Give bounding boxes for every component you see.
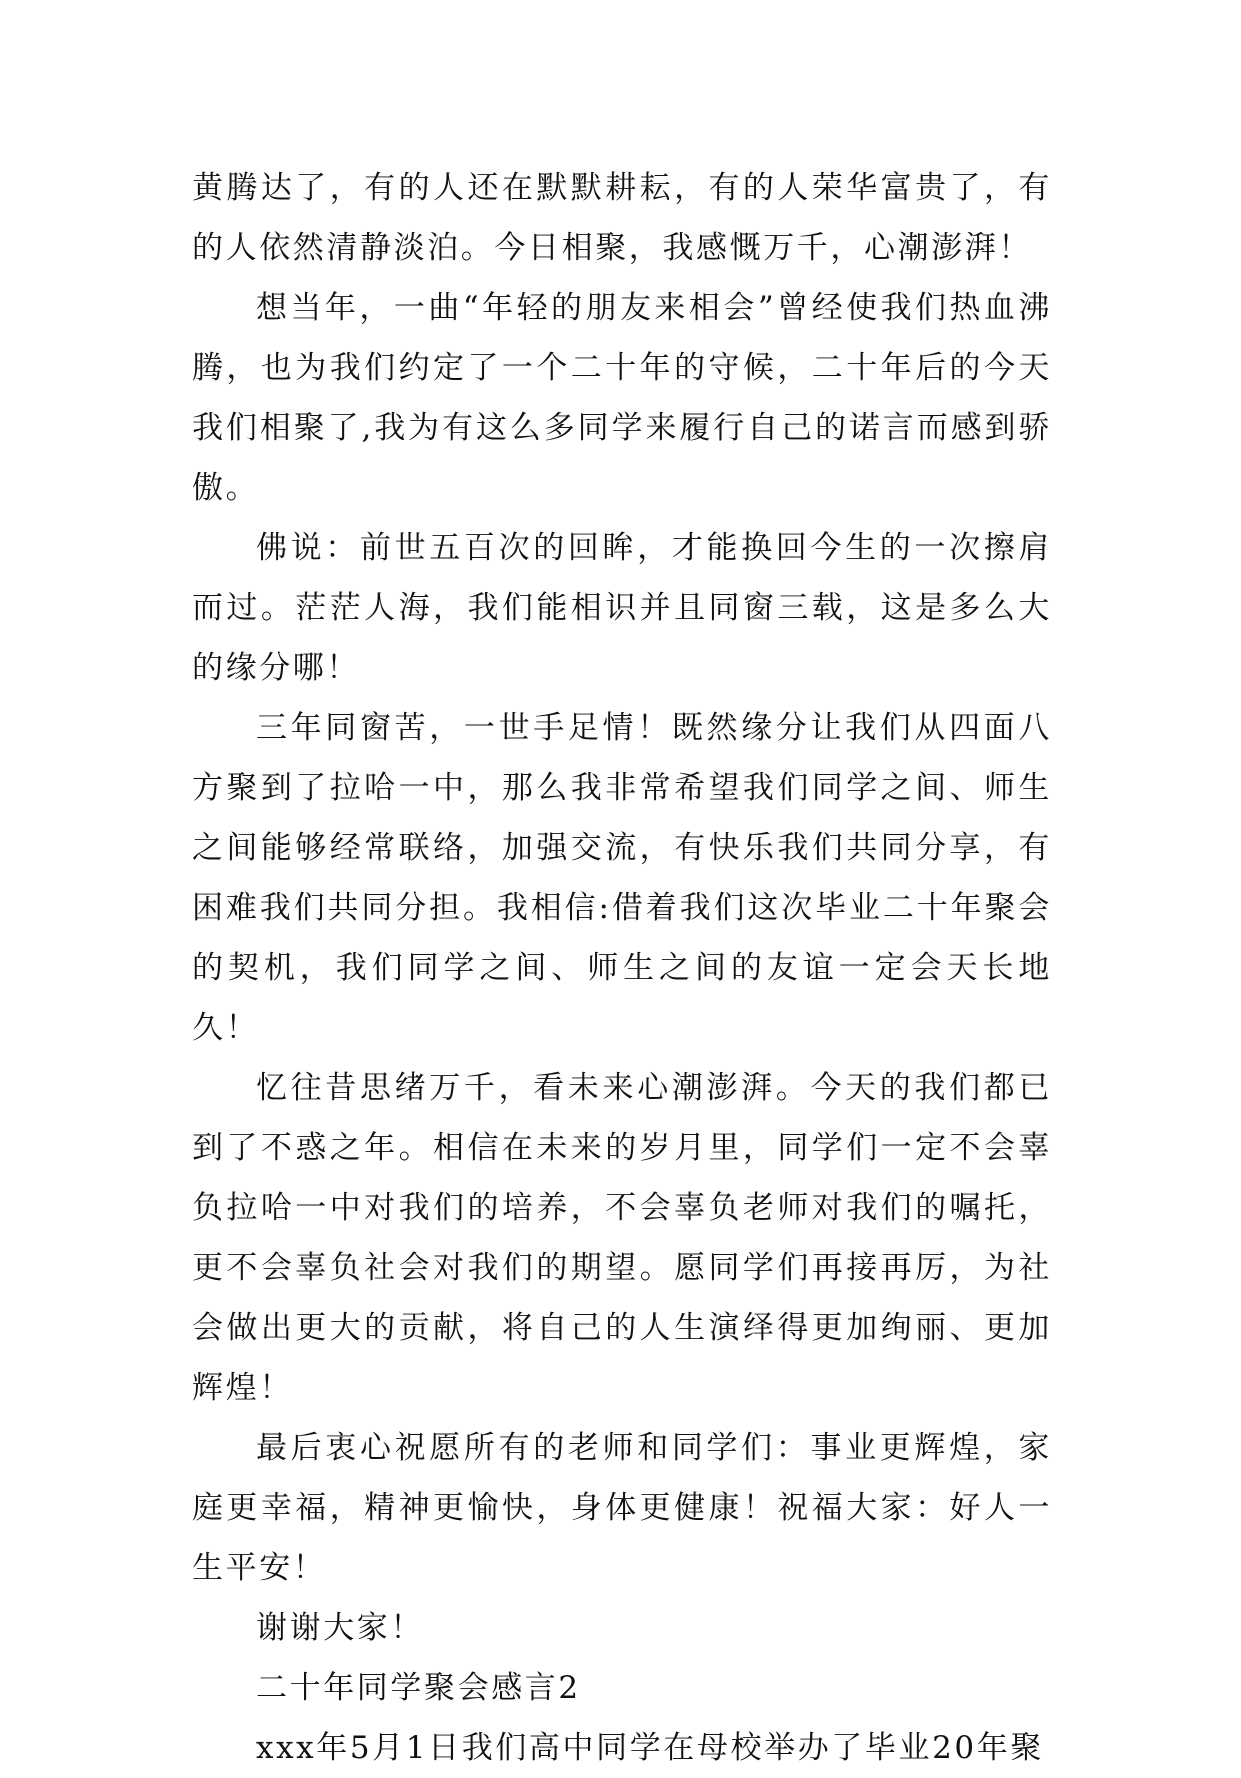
paragraph-second-speech-start: xxx年5月1日我们高中同学在母校举办了毕业20年聚 — [256, 1730, 1044, 1766]
paragraph-recollection: 想当年，一曲“年轻的朋友来相会”曾经使我们热血沸腾，也为我们约定了一个二十年的守候，二十年后的今天我们相聚了,我为有这么多同学来履行自己的诺言而感到骄傲。 — [192, 290, 1052, 506]
section-heading: 二十年同学聚会感言2 — [256, 1670, 581, 1706]
paragraph-continuation: 黄腾达了，有的人还在默默耕耘，有的人荣华富贵了，有的人依然清静淡泊。今日相聚，我感慨万千，心潮澎湃！ — [192, 170, 1052, 266]
paragraph-buddha-saying: 佛说：前世五百次的回眸，才能换回今生的一次擦肩而过。茫茫人海，我们能相识并且同窗三载，这是多么大的缘分哪！ — [192, 530, 1052, 686]
document-body — [192, 158, 1052, 1778]
paragraph-thanks: 谢谢大家！ — [256, 1610, 424, 1646]
paragraph-three-years: 三年同窗苦，一世手足情！既然缘分让我们从四面八方聚到了拉哈一中，那么我非常希望我们同学之间、师生之间能够经常联络，加强交流，有快乐我们共同分享，有困难我们共同分担。我相信:借着我们这次毕业二十年聚会的契机，我们同学之间、师生之间的友谊一定会天长地久！ — [192, 710, 1052, 1046]
paragraph-blessing: 最后衷心祝愿所有的老师和同学们：事业更辉煌，家庭更幸福，精神更愉快，身体更健康！祝福大家：好人一生平安！ — [192, 1430, 1052, 1586]
paragraph-future: 忆往昔思绪万千，看未来心潮澎湃。今天的我们都已到了不惑之年。相信在未来的岁月里，同学们一定不会辜负拉哈一中对我们的培养，不会辜负老师对我们的嘱托，更不会辜负社会对我们的期望。愿同学们再接再厉，为社会做出更大的贡献，将自己的人生演绎得更加绚丽、更加辉煌！ — [192, 1070, 1052, 1406]
